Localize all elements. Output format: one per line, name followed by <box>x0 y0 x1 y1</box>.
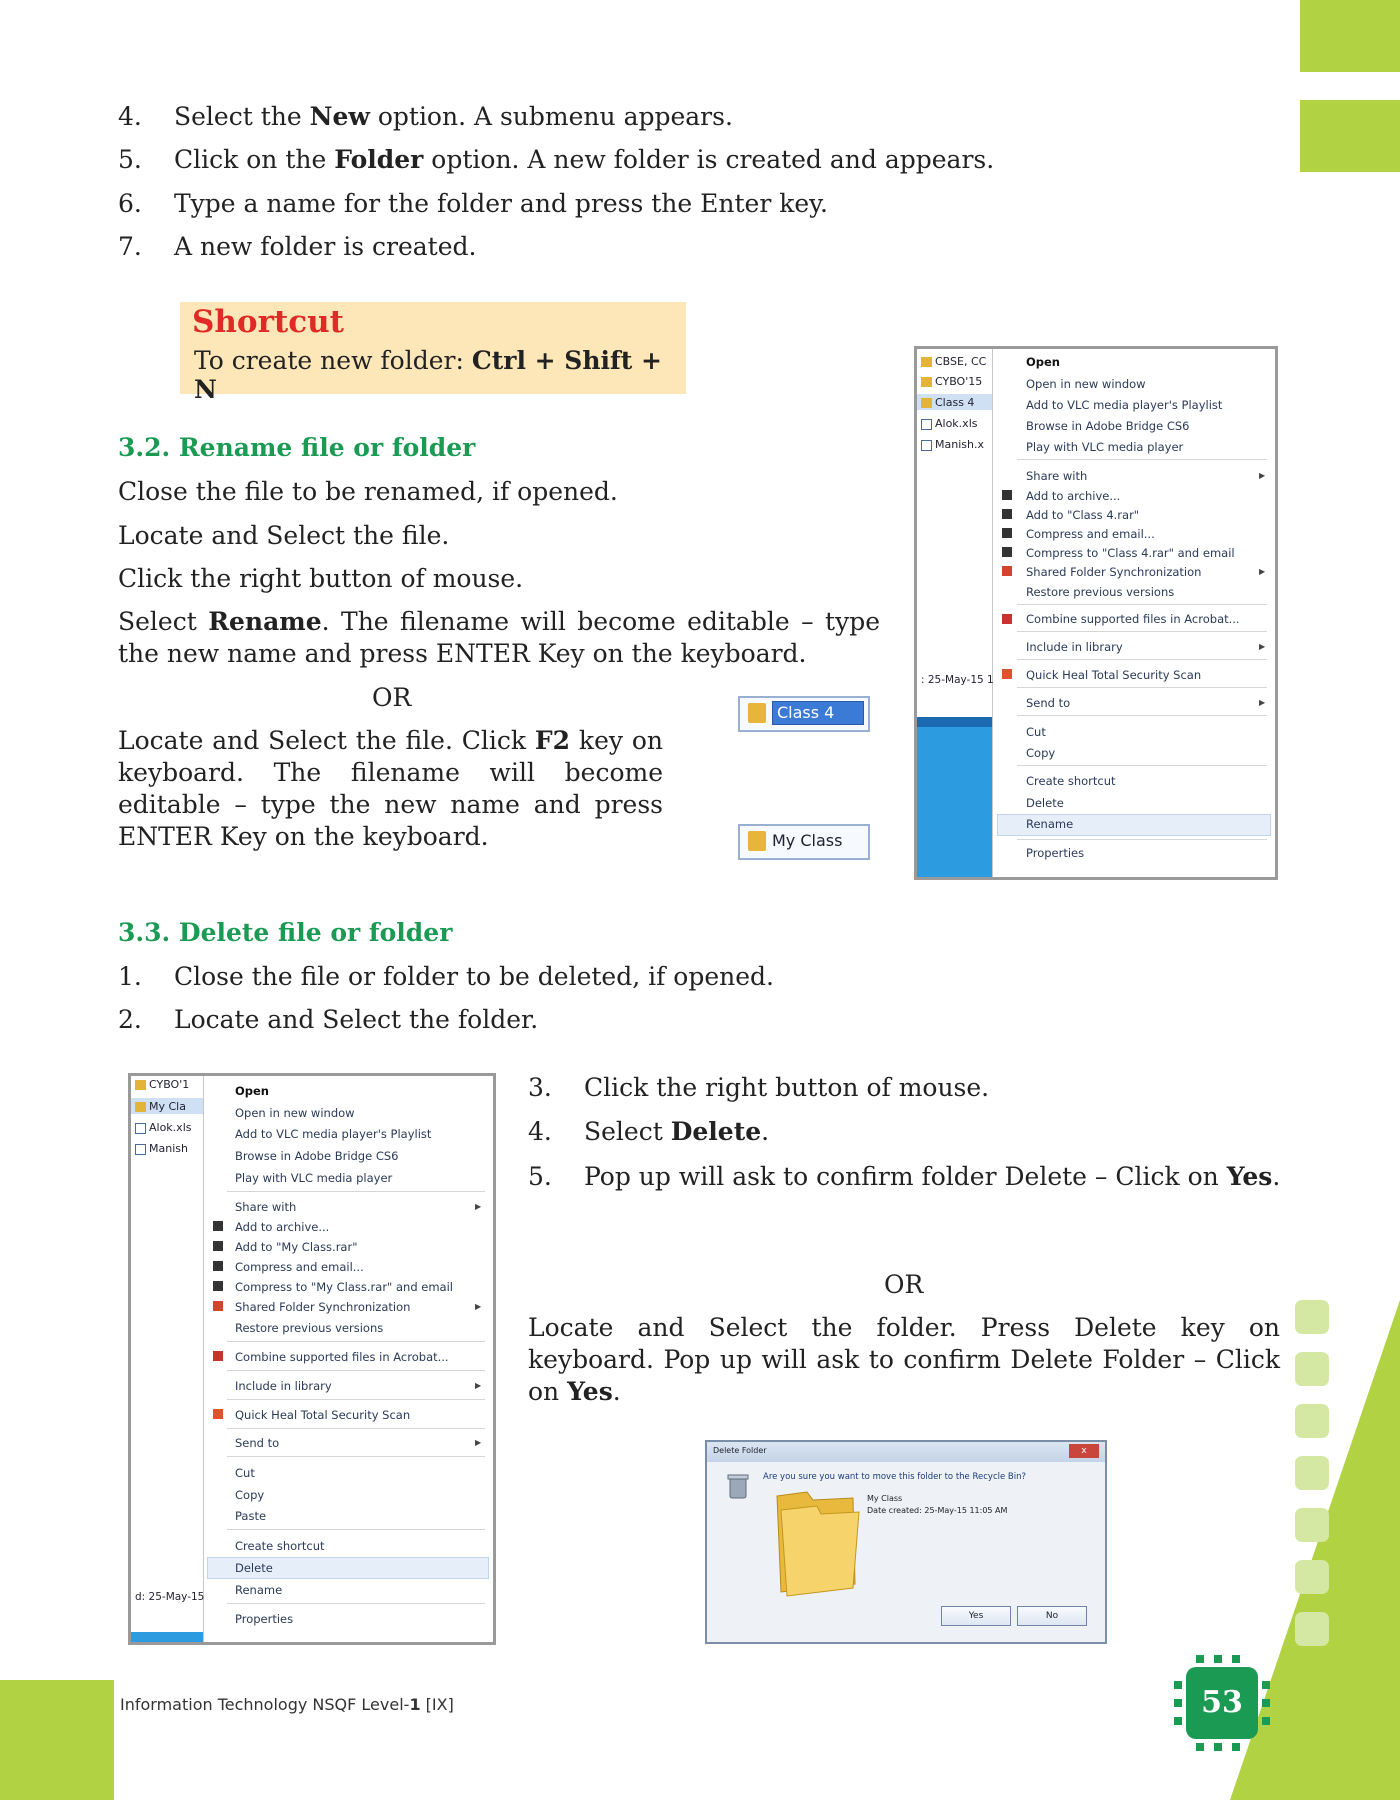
no-button[interactable]: No <box>1017 1606 1087 1626</box>
menu-item[interactable]: Cut <box>1026 725 1046 739</box>
rename-paragraph: Close the file to be renamed, if opened. <box>118 477 618 506</box>
archive-icon <box>1002 490 1012 500</box>
menu-item[interactable]: Properties <box>1026 846 1085 860</box>
deco-square <box>1295 1300 1329 1334</box>
delete-folder-dialog <box>705 1440 1107 1644</box>
file-item[interactable]: Alok.xls <box>135 1121 191 1134</box>
archive-icon <box>213 1221 223 1231</box>
menu-item[interactable]: Cut <box>235 1466 255 1480</box>
menu-item[interactable]: Send to <box>1026 696 1071 710</box>
menu-item[interactable]: Compress to "My Class.rar" and email <box>235 1280 453 1294</box>
folder-large-icon <box>767 1488 863 1598</box>
menu-item[interactable]: Include in library <box>1026 640 1123 654</box>
deco-square <box>1295 1612 1329 1646</box>
menu-item[interactable]: Properties <box>235 1612 294 1626</box>
page-number-badge <box>1174 1655 1270 1751</box>
archive-icon <box>1002 528 1012 538</box>
menu-item[interactable]: Restore previous versions <box>235 1321 384 1335</box>
folder-rename-edit <box>738 696 870 732</box>
menu-separator <box>1017 765 1267 766</box>
dialog-title: Delete Folder <box>713 1446 767 1455</box>
footer-text: Information Technology NSQF Level-1 [IX] <box>120 1695 454 1714</box>
menu-item-open[interactable]: Open <box>235 1084 269 1098</box>
rename-paragraph: Select Rename. The filename will become editable – type the new name and press ENTER Key on the keyboard. <box>118 607 880 668</box>
menu-item[interactable]: Play with VLC media player <box>235 1171 393 1185</box>
menu-separator <box>227 1399 485 1400</box>
folder-icon <box>748 703 766 723</box>
menu-separator <box>227 1341 485 1342</box>
file-item[interactable]: My Cla <box>135 1100 186 1113</box>
acrobat-icon <box>1002 614 1012 624</box>
deco-square <box>1295 1560 1329 1594</box>
dialog-folder-name: My Class <box>867 1494 903 1503</box>
menu-separator <box>227 1428 485 1429</box>
archive-icon <box>1002 547 1012 557</box>
menu-item[interactable]: Delete <box>1026 796 1064 810</box>
or-label: OR <box>372 683 412 712</box>
menu-item[interactable]: Add to archive... <box>235 1220 330 1234</box>
submenu-arrow-icon: ▶ <box>475 1302 482 1311</box>
menu-item[interactable]: Paste <box>235 1509 267 1523</box>
context-menu-rename <box>914 346 1278 880</box>
menu-separator <box>227 1529 485 1530</box>
step-item: 5. Pop up will ask to confirm folder Delete – Click on Yes. <box>528 1162 1281 1191</box>
date-modified: : 25-May-15 1 <box>921 674 994 686</box>
sync-icon <box>1002 566 1012 576</box>
menu-item[interactable]: Browse in Adobe Bridge CS6 <box>1026 419 1190 433</box>
menu-item-share-with[interactable]: Share with <box>235 1200 297 1214</box>
file-item[interactable]: CBSE, CC <box>921 355 986 368</box>
archive-icon <box>213 1261 223 1271</box>
menu-item[interactable]: Compress to "Class 4.rar" and email <box>1026 546 1235 560</box>
menu-separator <box>227 1603 485 1604</box>
menu-item[interactable]: Create shortcut <box>1026 774 1116 788</box>
menu-item[interactable]: Restore previous versions <box>1026 585 1175 599</box>
menu-item[interactable]: Quick Heal Total Security Scan <box>1026 668 1202 682</box>
folder-name: My Class <box>772 831 843 850</box>
menu-item[interactable]: Copy <box>1026 746 1056 760</box>
archive-icon <box>213 1281 223 1291</box>
sync-icon <box>213 1301 223 1311</box>
submenu-arrow-icon: ▶ <box>475 1381 482 1390</box>
step-item: 5. Click on the Folder option. A new folder is created and appears. <box>118 145 995 174</box>
deco-square <box>1295 1404 1329 1438</box>
dialog-question: Are you sure you want to move this folder to the Recycle Bin? <box>763 1472 1026 1482</box>
menu-item[interactable]: Open in new window <box>235 1106 355 1120</box>
delete-paragraph: Locate and Select the folder. Press Delete key on keyboard. Pop up will ask to confirm Delete Folder – Click on Yes. <box>528 1313 1280 1406</box>
menu-separator <box>1017 459 1267 460</box>
antivirus-icon <box>1002 669 1012 679</box>
menu-separator <box>1017 659 1267 660</box>
deco-square <box>1295 1508 1329 1542</box>
step-item: 3. Click the right button of mouse. <box>528 1073 990 1102</box>
menu-item[interactable]: Combine supported files in Acrobat... <box>1026 612 1240 626</box>
menu-item[interactable]: Include in library <box>235 1379 332 1393</box>
file-item[interactable]: Alok.xls <box>921 417 977 430</box>
step-item: 6. Type a name for the folder and press the Enter key. <box>118 189 828 218</box>
menu-item-delete[interactable]: Delete <box>235 1561 273 1575</box>
menu-item[interactable]: Add to archive... <box>1026 489 1121 503</box>
rename-paragraph: Click the right button of mouse. <box>118 564 524 593</box>
archive-icon <box>213 1241 223 1251</box>
explorer-panel <box>917 727 992 877</box>
shortcut-title: Shortcut <box>192 304 344 340</box>
submenu-arrow-icon: ▶ <box>475 1438 482 1447</box>
menu-item[interactable]: Rename <box>235 1583 283 1597</box>
menu-item[interactable]: Quick Heal Total Security Scan <box>235 1408 411 1422</box>
step-item: 2. Locate and Select the folder. <box>118 1005 539 1034</box>
step-item: 4. Select the New option. A submenu appears. <box>118 102 733 131</box>
section-heading-delete: 3.3. Delete file or folder <box>118 918 453 947</box>
rename-paragraph: Locate and Select the file. <box>118 521 450 550</box>
corner-decoration-tab <box>1300 100 1400 172</box>
explorer-panel <box>131 1632 203 1642</box>
deco-square <box>1295 1352 1329 1386</box>
archive-icon <box>1002 509 1012 519</box>
acrobat-icon <box>213 1351 223 1361</box>
shortcut-text: To create new folder: Ctrl + Shift + N <box>194 346 662 404</box>
explorer-bar <box>917 717 992 727</box>
file-item[interactable]: CYBO'1 <box>135 1078 189 1091</box>
menu-item[interactable]: Add to "My Class.rar" <box>235 1240 358 1254</box>
menu-item[interactable]: Play with VLC media player <box>1026 440 1184 454</box>
yes-button[interactable]: Yes <box>941 1606 1011 1626</box>
menu-separator <box>227 1456 485 1457</box>
menu-item[interactable]: Shared Folder Synchronization <box>235 1300 411 1314</box>
dialog-folder-date: Date created: 25-May-15 11:05 AM <box>867 1506 1008 1515</box>
menu-item[interactable]: Compress and email... <box>1026 527 1155 541</box>
menu-item[interactable]: Add to "Class 4.rar" <box>1026 508 1140 522</box>
step-item: 1. Close the file or folder to be deleted, if opened. <box>118 962 774 991</box>
menu-item[interactable]: Browse in Adobe Bridge CS6 <box>235 1149 399 1163</box>
context-menu-delete <box>128 1073 496 1645</box>
step-item: 4. Select Delete. <box>528 1117 770 1146</box>
corner-decoration-bottom-left <box>0 1680 114 1800</box>
or-label: OR <box>884 1270 924 1299</box>
submenu-arrow-icon: ▶ <box>1259 471 1266 480</box>
folder-icon <box>748 831 766 851</box>
menu-item-rename[interactable]: Rename <box>1026 817 1074 831</box>
menu-item[interactable]: Shared Folder Synchronization <box>1026 565 1202 579</box>
menu-item-open[interactable]: Open <box>1026 355 1060 369</box>
shortcut-box <box>180 302 686 404</box>
recycle-bin-icon <box>727 1472 749 1500</box>
step-item: 7. A new folder is created. <box>118 232 477 261</box>
file-item[interactable]: Manish <box>135 1142 188 1155</box>
menu-separator <box>1017 839 1267 840</box>
deco-square <box>1295 1456 1329 1490</box>
menu-separator <box>1017 631 1267 632</box>
menu-item[interactable]: Copy <box>235 1488 265 1502</box>
dialog-close-button[interactable]: x <box>1069 1444 1099 1458</box>
file-item[interactable]: CYBO'15 <box>921 375 982 388</box>
menu-item[interactable]: Compress and email... <box>235 1260 364 1274</box>
section-heading-rename: 3.2. Rename file or folder <box>118 433 476 462</box>
menu-item[interactable]: Create shortcut <box>235 1539 325 1553</box>
antivirus-icon <box>213 1409 223 1419</box>
menu-separator <box>1017 687 1267 688</box>
rename-paragraph: Locate and Select the file. Click F2 key on keyboard. The filename will become editable – type the new name and press ENTER Key on the keyboard. <box>118 726 663 851</box>
submenu-arrow-icon: ▶ <box>475 1202 482 1211</box>
menu-item[interactable]: Open in new window <box>1026 377 1146 391</box>
submenu-arrow-icon: ▶ <box>1259 567 1266 576</box>
page-number: 53 <box>1186 1667 1258 1739</box>
menu-separator <box>227 1191 485 1192</box>
explorer-file-list <box>131 1076 204 1642</box>
menu-separator <box>1017 715 1267 716</box>
file-item[interactable]: Class 4 <box>921 396 974 409</box>
menu-item[interactable]: Add to VLC media player's Playlist <box>235 1127 432 1141</box>
menu-item[interactable]: Send to <box>235 1436 280 1450</box>
submenu-arrow-icon: ▶ <box>1259 642 1266 651</box>
date-modified: d: 25-May-15 <box>135 1591 205 1603</box>
menu-separator <box>1017 604 1267 605</box>
filename-edit-field[interactable]: Class 4 <box>772 701 864 725</box>
folder-renamed <box>738 824 870 860</box>
file-item[interactable]: Manish.x <box>921 438 984 451</box>
submenu-arrow-icon: ▶ <box>1259 698 1266 707</box>
menu-item[interactable]: Add to VLC media player's Playlist <box>1026 398 1223 412</box>
menu-item-share-with[interactable]: Share with <box>1026 469 1088 483</box>
menu-separator <box>227 1370 485 1371</box>
corner-decoration-top <box>1300 0 1400 72</box>
menu-item[interactable]: Combine supported files in Acrobat... <box>235 1350 449 1364</box>
